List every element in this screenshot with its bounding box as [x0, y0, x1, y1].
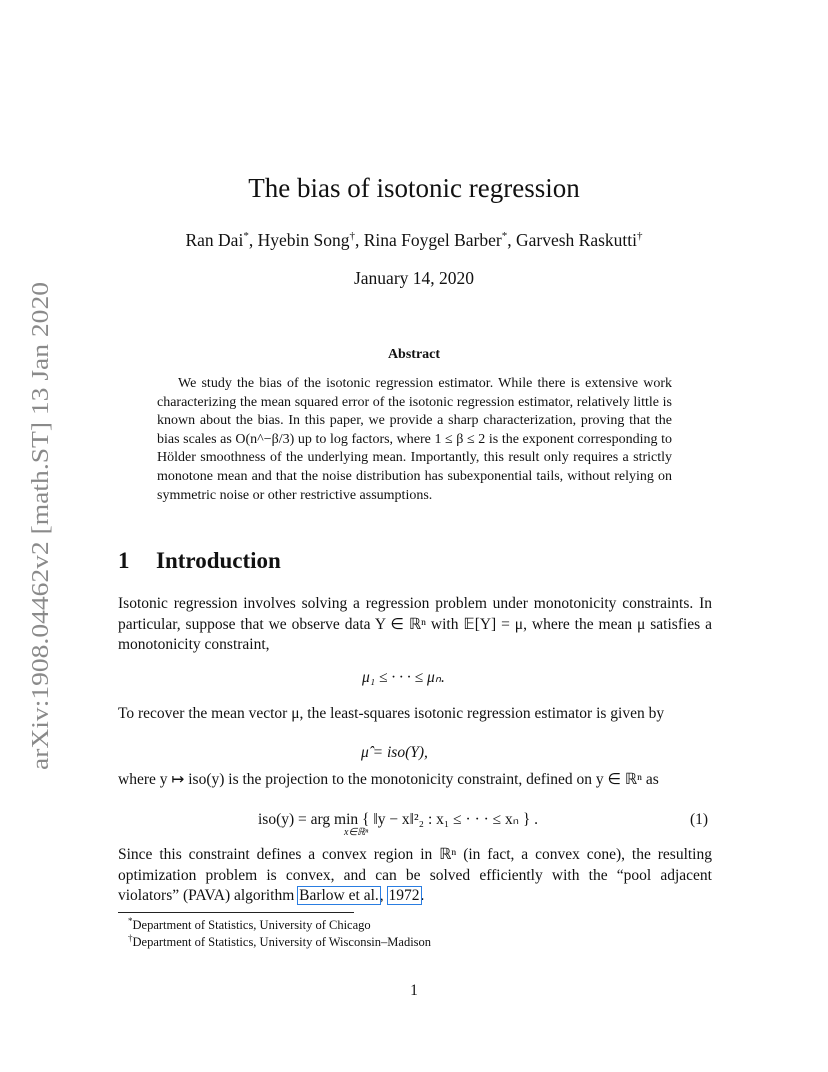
paragraph-end: .	[420, 887, 425, 904]
paper-title: The bias of isotonic regression	[248, 173, 580, 203]
citation-link[interactable]: Barlow et al.	[299, 887, 379, 904]
footnote-text: Department of Statistics, University of Wisconsin–Madison	[132, 935, 432, 950]
paper-date: January 14, 2020	[353, 268, 475, 288]
section-heading	[118, 548, 281, 574]
affiliation-mark: †	[637, 230, 643, 243]
author-list: Ran Dai*, Hyebin Song†, Rina Foygel Barber*, Garvesh Raskutti†	[185, 230, 643, 250]
equation-estimator: μ̂ = iso(Y),	[361, 744, 428, 761]
affiliation-mark: *	[501, 230, 508, 243]
section-title: Introduction	[156, 548, 281, 573]
body-paragraph: where y ↦ iso(y) is the projection to the monotonicity constraint, defined on y ∈ ℝⁿ as	[118, 771, 659, 788]
body-paragraph: To recover the mean vector μ, the least-squares isotonic regression estimator is given by	[118, 705, 665, 722]
author-name: Garvesh Raskutti	[515, 230, 638, 250]
author-name: Hyebin Song	[257, 230, 350, 250]
equation-number: (1)	[690, 811, 709, 828]
page-number: 1	[410, 982, 418, 999]
author-name: Ran Dai	[185, 230, 244, 250]
footnote-2	[128, 933, 431, 950]
footnote-1	[128, 916, 371, 933]
section-number: 1	[118, 548, 130, 573]
footnote-mark: *	[128, 916, 133, 926]
footnote-mark: †	[128, 933, 133, 943]
paragraph-text: Since this constraint defines a convex region in ℝⁿ (in fact, a convex cone), the resulting optimization problem is convex, and can be solved efficiently with the “pool adjacent violators” (PAVA) algorithm	[118, 846, 712, 904]
body-paragraph	[118, 845, 712, 907]
affiliation-mark: *	[243, 230, 249, 243]
body-paragraph: Isotonic regression involves solving a regression problem under monotonicity constraints. In particular, suppose that we observe data Y ∈ ℝⁿ with 𝔼[Y] = μ, where the mean μ satisfies a monotonicity constraint,	[118, 595, 712, 653]
footnote-text: Department of Statistics, University of Chicago	[132, 918, 371, 933]
abstract-heading: Abstract	[387, 347, 441, 362]
arxiv-stamp-text: arXiv:1908.04462v2 [math.ST] 13 Jan 2020	[28, 344, 54, 770]
author-name: Rina Foygel Barber	[363, 230, 502, 250]
citation-separator: ,	[379, 887, 388, 904]
equation-monotone: μ₁ ≤ · · · ≤ μₙ.	[362, 669, 445, 686]
equation-iso-definition: iso(y) = arg min { ‖y − x‖²₂ : x₁ ≤ · · · ≤ xₙ } .	[258, 811, 539, 828]
equation-subscript: x∈ℝⁿ	[344, 827, 369, 838]
affiliation-mark: †	[349, 230, 355, 243]
abstract-text: We study the bias of the isotonic regression estimator. While there is extensive work characterizing the mean squared error of the isotonic regression estimator, relatively little is known about the bias. In this paper, we provide a sharp characterization, proving that the bias scales as O(n^−β/3) up to log factors, where 1 ≤ β ≤ 2 is the exponent corresponding to Hölder smoothness of the underlying mean. Importantly, this result only requires a strictly monotone mean and that the noise distribution has subexponential tails, without relying on symmetric noise or other restrictive assumptions.	[157, 376, 672, 503]
citation-year-link[interactable]: 1972	[388, 887, 420, 904]
footnote-rule	[118, 912, 354, 913]
